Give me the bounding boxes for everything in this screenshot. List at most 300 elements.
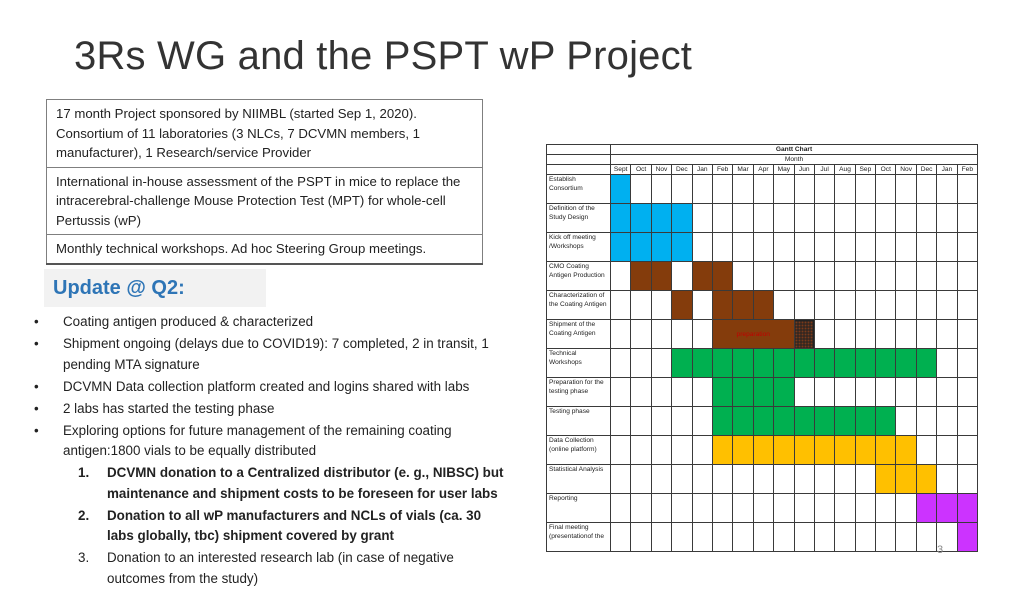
gantt-cell (774, 262, 794, 291)
gantt-cell (692, 407, 712, 436)
gantt-task-row (547, 407, 978, 436)
gantt-cell (651, 175, 671, 204)
bullet-dot: • (34, 378, 39, 394)
gantt-cell (937, 204, 957, 233)
gantt-corner (547, 155, 611, 165)
gantt-cell (814, 204, 834, 233)
gantt-task-label: Reporting (547, 494, 611, 523)
bullet-text: 2 labs has started the testing phase (63, 400, 275, 416)
gantt-cell (916, 523, 936, 552)
gantt-chart (546, 144, 978, 552)
gantt-bar-cell (631, 204, 651, 233)
gantt-cell (651, 494, 671, 523)
gantt-cell (631, 407, 651, 436)
update-heading-box (44, 269, 266, 307)
gantt-cell (611, 349, 631, 378)
gantt-bar-cell (916, 465, 936, 494)
bullet-dot: • (34, 336, 39, 351)
info-cell-sponsorship: 17 month Project sponsored by NIIMBL (started Sep 1, 2020). Consortium of 11 laboratories (3 NLCs, 7 DCVMN members, 1 manufacturer), 1 Research/service Provider (47, 100, 483, 168)
gantt-bar-cell (876, 436, 896, 465)
gantt-bar-cell (733, 407, 753, 436)
item-text: Donation to an interested research lab (in case of negative outcomes from the study) (107, 550, 454, 586)
gantt-bar-cell (753, 378, 773, 407)
gantt-bar-cell (692, 262, 712, 291)
gantt-cell (712, 494, 732, 523)
gantt-cell (855, 175, 875, 204)
gantt-cell (855, 494, 875, 523)
gantt-cell (896, 175, 916, 204)
gantt-cell (692, 204, 712, 233)
gantt-cell (937, 407, 957, 436)
gantt-month-header: Oct (876, 165, 896, 175)
gantt-cell (937, 465, 957, 494)
gantt-cell (876, 262, 896, 291)
gantt-cell (814, 494, 834, 523)
gantt-cell (957, 320, 977, 349)
gantt-cell (631, 378, 651, 407)
gantt-cell (937, 175, 957, 204)
update-bullet-list (34, 312, 504, 591)
gantt-bar-cell (672, 204, 692, 233)
gantt-cell (712, 523, 732, 552)
gantt-task-row (547, 291, 978, 320)
gantt-cell (712, 465, 732, 494)
gantt-cell (937, 320, 957, 349)
gantt-bar-cell (753, 436, 773, 465)
gantt-month-header: Apr (753, 165, 773, 175)
gantt-cell (794, 523, 814, 552)
gantt-bar-cell (916, 349, 936, 378)
gantt-month-header: May (774, 165, 794, 175)
info-cell-objective: International in-house assessment of the PSPT in mice to replace the intracerebral-challenge Mouse Protection Test (MPT) for whole-cell Pertussis (wP) (47, 167, 483, 235)
gantt-cell (896, 494, 916, 523)
gantt-month-header: Jan (692, 165, 712, 175)
gantt-bar-cell (774, 407, 794, 436)
gantt-bar-cell (712, 436, 732, 465)
gantt-subtitle: Month (611, 155, 978, 165)
gantt-cell (896, 233, 916, 262)
bullet-item (34, 334, 504, 375)
bullet-text: Shipment ongoing (delays due to COVID19): 7 completed, 2 in transit, 1 pending MTA signature (63, 336, 489, 372)
gantt-task-row (547, 465, 978, 494)
gantt-cell (672, 494, 692, 523)
gantt-cell (794, 465, 814, 494)
item-text: DCVMN donation to a Centralized distributor (e. g., NIBSC) but maintenance and shipment costs to be foreseen for user labs (107, 465, 504, 501)
info-row (47, 235, 483, 264)
gantt-bar-cell (611, 204, 631, 233)
gantt-cell (855, 523, 875, 552)
gantt-cell (651, 436, 671, 465)
gantt-bar-cell (774, 378, 794, 407)
gantt-corner (547, 165, 611, 175)
gantt-bar-cell (712, 378, 732, 407)
slide-title: 3Rs WG and the PSPT wP Project (74, 34, 693, 78)
gantt-cell (916, 291, 936, 320)
gantt-cell (814, 523, 834, 552)
gantt-cell (774, 523, 794, 552)
numbered-item (34, 463, 504, 504)
gantt-bar-cell (611, 175, 631, 204)
gantt-cell (692, 175, 712, 204)
gantt-cell (937, 436, 957, 465)
gantt-cell (692, 291, 712, 320)
gantt-preparation-label: preparation (712, 320, 794, 349)
gantt-cell (794, 175, 814, 204)
gantt-bar-cell (957, 523, 977, 552)
gantt-cell (753, 204, 773, 233)
gantt-bar-cell (916, 494, 936, 523)
gantt-cell (753, 523, 773, 552)
gantt-bar-cell (835, 407, 855, 436)
gantt-bar-cell (774, 349, 794, 378)
gantt-cell (957, 291, 977, 320)
gantt-bar-cell (631, 262, 651, 291)
bullet-item (34, 421, 504, 462)
gantt-cell (611, 262, 631, 291)
gantt-task-row (547, 378, 978, 407)
gantt-cell (835, 320, 855, 349)
bullet-dot: • (34, 400, 39, 416)
gantt-bar-cell (937, 494, 957, 523)
gantt-task-row (547, 233, 978, 262)
gantt-bar-cell (651, 233, 671, 262)
gantt-cell (651, 378, 671, 407)
gantt-cell (774, 233, 794, 262)
gantt-month-header: Mar (733, 165, 753, 175)
gantt-cell (876, 291, 896, 320)
gantt-task-row (547, 349, 978, 378)
gantt-cell (896, 523, 916, 552)
gantt-task-label: Characterization of the Coating Antigen (547, 291, 611, 320)
gantt-task-row (547, 494, 978, 523)
gantt-task-label: CMO Coating Antigen Production (547, 262, 611, 291)
update-heading: Update @ Q2: (53, 277, 185, 299)
gantt-month-header: Dec (672, 165, 692, 175)
gantt-cell (855, 320, 875, 349)
gantt-cell (814, 262, 834, 291)
gantt-cell (692, 378, 712, 407)
gantt-task-row (547, 204, 978, 233)
gantt-cell (794, 262, 814, 291)
bullet-item (34, 312, 504, 333)
gantt-cell (672, 436, 692, 465)
gantt-cell (896, 407, 916, 436)
gantt-bar-cell (814, 349, 834, 378)
gantt-bar-cell (896, 436, 916, 465)
gantt-task-row (547, 436, 978, 465)
gantt-cell (712, 204, 732, 233)
gantt-cell (631, 523, 651, 552)
bullet-text: Exploring options for future management of the remaining coating antigen:1800 vials to be equally distributed (63, 422, 452, 458)
gantt-cell (611, 291, 631, 320)
gantt-cell (672, 378, 692, 407)
gantt-cell (916, 233, 936, 262)
gantt-cell (957, 465, 977, 494)
gantt-cell (957, 407, 977, 436)
gantt-cell (651, 291, 671, 320)
gantt-cell (876, 175, 896, 204)
gantt-cell (835, 175, 855, 204)
gantt-cell (774, 465, 794, 494)
gantt-bar-cell (712, 349, 732, 378)
gantt-task-label: Preparation for the testing phase (547, 378, 611, 407)
gantt-cell (753, 175, 773, 204)
gantt-month-header: Nov (896, 165, 916, 175)
gantt-cell (835, 204, 855, 233)
gantt-cell (814, 378, 834, 407)
gantt-cell (672, 175, 692, 204)
gantt-cell (631, 465, 651, 494)
gantt-bar-cell (733, 378, 753, 407)
gantt-cell (651, 465, 671, 494)
gantt-cell (631, 349, 651, 378)
gantt-bar-cell (733, 436, 753, 465)
gantt-cell (896, 291, 916, 320)
gantt-cell (733, 175, 753, 204)
gantt-cell (753, 494, 773, 523)
gantt-cell (631, 320, 651, 349)
gantt-task-label: Technical Workshops (547, 349, 611, 378)
gantt-bar-cell (651, 262, 671, 291)
gantt-cell (611, 523, 631, 552)
info-cell-meetings: Monthly technical workshops. Ad hoc Steering Group meetings. (47, 235, 483, 264)
gantt-cell (794, 233, 814, 262)
gantt-cell (774, 494, 794, 523)
gantt-bar-cell (896, 349, 916, 378)
gantt-cell (692, 320, 712, 349)
gantt-bar-cell (774, 436, 794, 465)
gantt-cell (896, 204, 916, 233)
gantt-cell (672, 262, 692, 291)
gantt-title: Gantt Chart (611, 145, 978, 155)
gantt-cell (753, 465, 773, 494)
gantt-bar-cell (835, 349, 855, 378)
gantt-cell (957, 436, 977, 465)
gantt-month-header: Jun (794, 165, 814, 175)
gantt-cell (916, 436, 936, 465)
gantt-cell (631, 291, 651, 320)
gantt-month-row (547, 165, 978, 175)
gantt-cell (876, 494, 896, 523)
gantt-cell (611, 407, 631, 436)
gantt-cell (733, 233, 753, 262)
gantt-bar-cell (876, 349, 896, 378)
gantt-month-header: Sep (855, 165, 875, 175)
gantt-cell (916, 175, 936, 204)
gantt-bar-cell (753, 407, 773, 436)
gantt-bar-cell (794, 349, 814, 378)
gantt-bar-cell (794, 436, 814, 465)
gantt-bar-cell (712, 291, 732, 320)
gantt-task-label: Establish Consortium (547, 175, 611, 204)
gantt-bar-cell (855, 349, 875, 378)
gantt-month-header: Dec (916, 165, 936, 175)
gantt-cell (876, 320, 896, 349)
gantt-cell (835, 291, 855, 320)
gantt-bar-cell (814, 436, 834, 465)
numbered-item (34, 548, 504, 589)
gantt-cell (611, 436, 631, 465)
gantt-bar-cell (692, 349, 712, 378)
gantt-task-label: Testing phase (547, 407, 611, 436)
gantt-cell (794, 291, 814, 320)
gantt-month-header: Jan (937, 165, 957, 175)
gantt-bar-cell (896, 465, 916, 494)
bullet-item (34, 377, 504, 398)
gantt-bar-cell (733, 291, 753, 320)
gantt-task-row (547, 262, 978, 291)
gantt-cell (651, 407, 671, 436)
item-text: Donation to all wP manufacturers and NCLs of vials (ca. 30 labs globally, tbc) shipment covered by grant (107, 507, 482, 543)
gantt-cell (835, 523, 855, 552)
gantt-cell (937, 378, 957, 407)
gantt-cell (774, 204, 794, 233)
gantt-bar-cell (631, 233, 651, 262)
gantt-cell (712, 175, 732, 204)
gantt-bar-cell (814, 407, 834, 436)
bullet-text: Coating antigen produced & characterized (63, 314, 314, 329)
gantt-cell (957, 175, 977, 204)
gantt-cell (855, 233, 875, 262)
gantt-cell (855, 262, 875, 291)
gantt-cell (835, 378, 855, 407)
gantt-month-header: Oct (631, 165, 651, 175)
gantt-cell (753, 233, 773, 262)
gantt-cell (692, 436, 712, 465)
gantt-cell (835, 494, 855, 523)
gantt-cell (937, 262, 957, 291)
gantt-cell (957, 262, 977, 291)
gantt-cell (672, 523, 692, 552)
gantt-bar-cell (835, 436, 855, 465)
gantt-cell (835, 465, 855, 494)
gantt-cell (814, 175, 834, 204)
gantt-bar-cell (651, 204, 671, 233)
gantt-cell (651, 523, 671, 552)
gantt-bar-cell (876, 407, 896, 436)
gantt-task-label: Statistical Analysis (547, 465, 611, 494)
gantt-cell (835, 262, 855, 291)
gantt-cell (692, 523, 712, 552)
gantt-bar-cell (753, 291, 773, 320)
gantt-bar-cell (672, 233, 692, 262)
gantt-month-header: Feb (957, 165, 977, 175)
gantt-bar-cell (712, 407, 732, 436)
gantt-cell (957, 349, 977, 378)
gantt-task-label: Shipment of the Coating Antigen (547, 320, 611, 349)
gantt-cell (855, 204, 875, 233)
gantt-task-row (547, 523, 978, 552)
gantt-cell (672, 320, 692, 349)
gantt-month-header: Nov (651, 165, 671, 175)
gantt-cell (774, 291, 794, 320)
gantt-bar-cell (712, 262, 732, 291)
item-number: 1. (78, 465, 90, 480)
gantt-cell (814, 465, 834, 494)
gantt-cell (916, 320, 936, 349)
gantt-cell (611, 465, 631, 494)
gantt-corner (547, 145, 611, 155)
gantt-cell (794, 204, 814, 233)
gantt-bar-cell (876, 465, 896, 494)
item-number: 3. (78, 550, 90, 565)
gantt-cell (896, 378, 916, 407)
gantt-cell (957, 378, 977, 407)
gantt-cell (855, 378, 875, 407)
gantt-cell (692, 233, 712, 262)
gantt-bar-cell (855, 407, 875, 436)
gantt-cell (692, 494, 712, 523)
gantt-cell (855, 465, 875, 494)
gantt-cell (814, 291, 834, 320)
gantt-cell (876, 204, 896, 233)
gantt-bar-cell (957, 494, 977, 523)
gantt-cell (896, 262, 916, 291)
gantt-cell (937, 291, 957, 320)
gantt-cell (937, 233, 957, 262)
gantt-cell (814, 233, 834, 262)
bullet-dot: • (34, 314, 39, 329)
gantt-cell (672, 407, 692, 436)
gantt-cell (692, 465, 712, 494)
gantt-cell (672, 465, 692, 494)
bullet-text: DCVMN Data collection platform created and logins shared with labs (63, 378, 470, 394)
gantt-task-label: Final meeting (presentationof the (547, 523, 611, 552)
gantt-cell (631, 175, 651, 204)
gantt-cell (651, 349, 671, 378)
gantt-cell (916, 262, 936, 291)
gantt-bar-cell (672, 291, 692, 320)
gantt-cell (733, 204, 753, 233)
gantt-cell (631, 494, 651, 523)
gantt-month-header: Aug (835, 165, 855, 175)
gantt-cell (733, 494, 753, 523)
project-info-table (46, 99, 483, 265)
page-number: 3 (937, 544, 944, 556)
gantt-task-label: Definition of the Study Design (547, 204, 611, 233)
gantt-bar-cell (794, 407, 814, 436)
bullet-item (34, 399, 504, 420)
gantt-cell (957, 204, 977, 233)
gantt-cell (794, 494, 814, 523)
gantt-bar-cell (753, 349, 773, 378)
gantt-cell (712, 233, 732, 262)
gantt-cell (631, 436, 651, 465)
gantt-task-row (547, 175, 978, 204)
gantt-cell (876, 233, 896, 262)
info-row (47, 167, 483, 235)
gantt-month-header: Sept (611, 165, 631, 175)
gantt-cell (611, 320, 631, 349)
gantt-bar-cell (855, 436, 875, 465)
gantt-cell (651, 320, 671, 349)
gantt-cell (814, 320, 834, 349)
gantt-task-label: Data Collection (online platform) (547, 436, 611, 465)
gantt-cell (611, 378, 631, 407)
info-row (47, 100, 483, 168)
gantt-cell (896, 320, 916, 349)
gantt-task-label: Kick off meeting /Workshops (547, 233, 611, 262)
gantt-cell (876, 378, 896, 407)
gantt-bar-cell (733, 349, 753, 378)
gantt-cell (794, 378, 814, 407)
gantt-cell (937, 349, 957, 378)
gantt-cell (957, 233, 977, 262)
gantt-title-row (547, 145, 978, 155)
gantt-cell (916, 407, 936, 436)
item-number: 2. (78, 507, 90, 523)
gantt-cell (733, 465, 753, 494)
